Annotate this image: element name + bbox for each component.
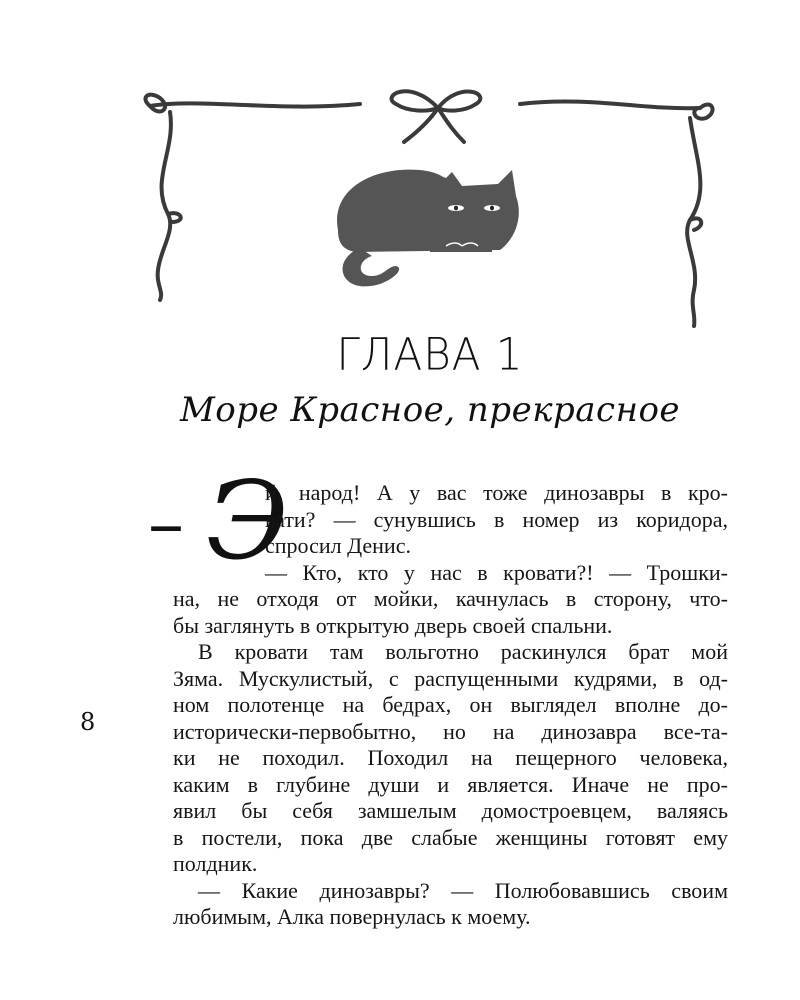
text-line: явил бы себя замшелым домостроевцем, валяясь (173, 798, 728, 823)
text-line: спросил Денис. (265, 533, 411, 558)
text-line: — Какие динозавры? — Полюбовавшись своим (198, 877, 728, 903)
text-line: ном полотенце на бедрах, он выглядел вполне до- (173, 692, 728, 717)
text-line: полдник. (173, 851, 258, 876)
chapter-title: Море Красное, прекрасное (179, 390, 681, 430)
text-line: — Кто, кто у нас в кровати?! — Трошки- (265, 559, 728, 585)
drop-cap-dash: – (148, 481, 184, 565)
black-cat-icon (337, 170, 519, 287)
text-line: любимым, Алка повернулась к моему. (173, 904, 531, 929)
text-line: исторически-первобытно, но на динозавра все-та- (173, 718, 728, 744)
text-line: бы заглянуть в открытую дверь своей спальни. (173, 612, 613, 638)
text-line: й, народ! А у вас тоже динозавры в кро- (265, 480, 728, 505)
ribbon-cat-ornament (0, 0, 800, 340)
drop-cap-letter: Э (206, 459, 289, 584)
text-line: ки не походил. Походил на пещерного человека, (173, 745, 728, 770)
text-line: вати? — сунувшись в номер из коридора, (265, 506, 728, 532)
text-line: каким в глубине души и является. Иначе не про- (173, 771, 728, 797)
text-line: В кровати там вольготно раскинулся брат мой (198, 639, 728, 664)
text-line: в постели, пока две слабые женщины готовят ему (173, 824, 728, 850)
text-line: на, не отходя от мойки, качнулась в сторону, что- (173, 586, 728, 611)
page-number: 8 (80, 708, 96, 736)
body-text (173, 480, 728, 931)
text-line: Зяма. Мускулистый, с распущенными кудрями, в од- (173, 665, 728, 691)
chapter-label: ГЛАВА 1 (336, 328, 524, 381)
